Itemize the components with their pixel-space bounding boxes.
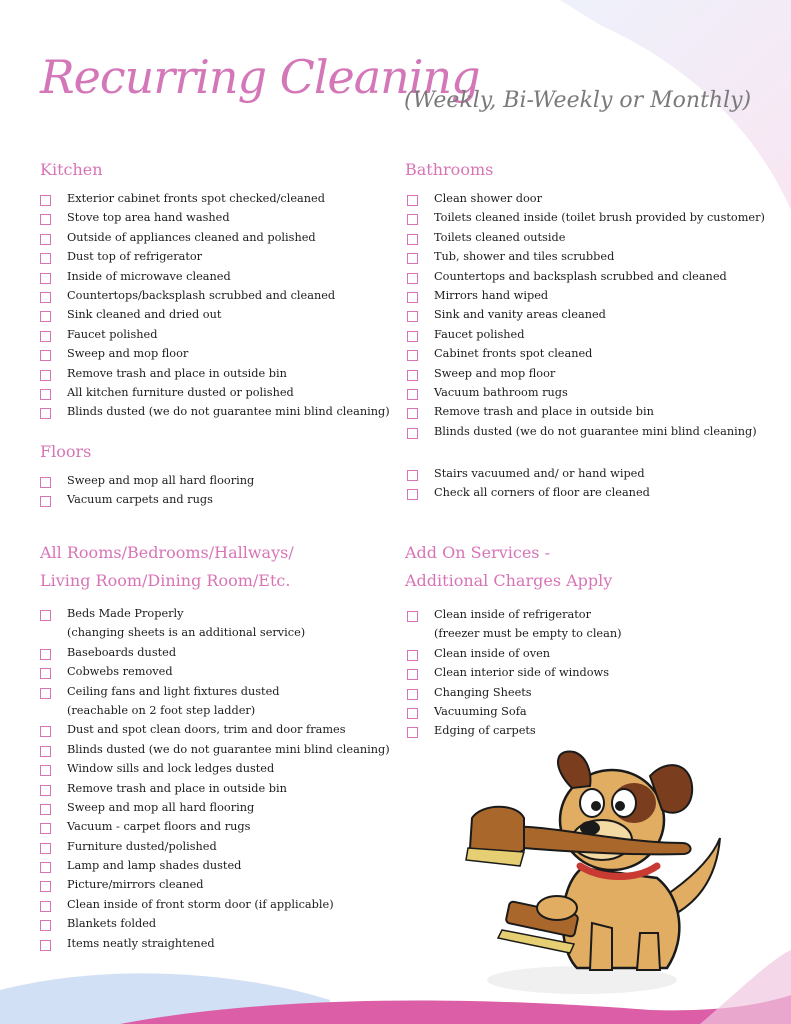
checkbox[interactable] (407, 611, 418, 622)
checkbox[interactable] (40, 843, 51, 854)
checklist-item-label: Toilets cleaned outside (434, 230, 566, 244)
checklist-item[interactable] (407, 191, 765, 210)
checkbox[interactable] (407, 350, 418, 361)
checklist-item[interactable] (40, 230, 390, 249)
checkbox[interactable] (40, 496, 51, 507)
checklist-item-label: Blankets folded (67, 917, 157, 931)
checkbox[interactable] (40, 477, 51, 488)
checklist-item[interactable] (407, 485, 650, 504)
bathrooms-checklist (407, 191, 765, 443)
checklist-item-label: Toilets cleaned inside (toilet brush provided by customer) (434, 211, 765, 225)
checkbox[interactable] (40, 668, 51, 679)
checklist-item-label: Edging of carpets (434, 724, 536, 738)
checklist-item-label: Sink and vanity areas cleaned (434, 308, 606, 322)
all-rooms-checklist (40, 606, 390, 955)
checklist-item-label: Sink cleaned and dried out (67, 308, 222, 322)
checkbox[interactable] (407, 292, 418, 303)
checkbox[interactable] (407, 331, 418, 342)
page-subtitle: (Weekly, Bi-Weekly or Monthly) (404, 88, 752, 113)
checklist-item[interactable] (40, 645, 390, 664)
checklist-item-label: Lamp and lamp shades dusted (67, 859, 242, 873)
checkbox[interactable] (40, 940, 51, 951)
checklist-item[interactable] (40, 858, 390, 877)
checkbox[interactable] (40, 253, 51, 264)
floors-heading: Floors (40, 442, 92, 461)
checklist-item[interactable] (407, 723, 622, 742)
dog-with-brush-icon (462, 748, 732, 998)
bathrooms-extra-checklist (407, 466, 650, 505)
checklist-item-label: Stove top area hand washed (67, 211, 230, 225)
checklist-item[interactable] (40, 664, 390, 683)
checklist-item-note-row (40, 625, 390, 644)
checkbox[interactable] (40, 292, 51, 303)
checklist-item[interactable] (407, 230, 765, 249)
checkbox[interactable] (407, 428, 418, 439)
checkbox[interactable] (407, 234, 418, 245)
checkbox[interactable] (40, 881, 51, 892)
checkbox[interactable] (407, 370, 418, 381)
checklist-item-label: Remove trash and place in outside bin (434, 405, 654, 419)
checklist-item[interactable] (40, 936, 390, 955)
checklist-item[interactable] (40, 385, 390, 404)
checklist-item[interactable] (407, 249, 765, 268)
checklist-item-label: Ceiling fans and light fixtures dusted (67, 684, 280, 698)
checklist-item[interactable] (40, 877, 390, 896)
checklist-item-label: Cobwebs removed (67, 665, 173, 679)
checkbox[interactable] (40, 214, 51, 225)
checkbox[interactable] (40, 350, 51, 361)
checkbox[interactable] (40, 408, 51, 419)
checkbox[interactable] (407, 650, 418, 661)
checklist-item-label: Picture/mirrors cleaned (67, 878, 204, 892)
checklist-item-label: Remove trash and place in outside bin (67, 781, 287, 795)
checklist-item-label: Faucet polished (67, 327, 158, 341)
checklist-item[interactable] (407, 424, 765, 443)
checklist-item[interactable] (40, 366, 390, 385)
checklist-item-label: All kitchen furniture dusted or polished (67, 385, 294, 399)
checkbox[interactable] (407, 470, 418, 481)
checklist-item-label: Blinds dusted (we do not guarantee mini blind cleaning) (67, 742, 390, 756)
checkbox[interactable] (407, 689, 418, 700)
add-on-heading-line2: Additional Charges Apply (405, 571, 613, 590)
checkbox[interactable] (40, 804, 51, 815)
checklist-item[interactable] (40, 606, 390, 625)
checklist-item-label: Vacuum carpets and rugs (67, 493, 213, 507)
checklist-item-label: Sweep and mop all hard flooring (67, 800, 255, 814)
checklist-item[interactable] (40, 492, 254, 511)
checklist-item-label: Sweep and mop all hard flooring (67, 474, 255, 487)
checkbox[interactable] (407, 273, 418, 284)
all-rooms-heading-line2: Living Room/Dining Room/Etc. (40, 571, 291, 590)
checklist-item-label: Clean inside of front storm door (if applicable) (67, 897, 334, 911)
checklist-item-label: Countertops/backsplash scrubbed and cleaned (67, 288, 336, 302)
floors-checklist (40, 473, 254, 512)
checkbox[interactable] (40, 649, 51, 660)
checklist-item[interactable] (407, 346, 765, 365)
checkbox[interactable] (40, 765, 51, 776)
checkbox[interactable] (407, 408, 418, 419)
checkbox[interactable] (40, 920, 51, 931)
checklist-item-label: Dust and spot clean doors, trim and door frames (67, 723, 346, 737)
checkbox[interactable] (40, 862, 51, 873)
checklist-item[interactable] (40, 210, 390, 229)
checkbox[interactable] (407, 253, 418, 264)
checkbox[interactable] (40, 195, 51, 206)
checkbox[interactable] (40, 234, 51, 245)
checkbox[interactable] (407, 489, 418, 500)
checklist-item-label: Mirrors hand wiped (434, 288, 549, 302)
checklist-item-label: Items neatly straightened (67, 936, 215, 950)
checklist-item[interactable] (40, 249, 390, 268)
kitchen-checklist (40, 191, 390, 424)
checklist-item-label: Clean inside of oven (434, 646, 551, 660)
checklist-item[interactable] (407, 646, 622, 665)
add-on-checklist (407, 607, 622, 743)
checklist-item[interactable] (407, 704, 622, 723)
checklist-item-label: Dust top of refrigerator (67, 250, 203, 264)
checklist-item-label: Faucet polished (434, 327, 525, 341)
checklist-item-label: Countertops and backsplash scrubbed and cleaned (434, 269, 727, 283)
checkbox[interactable] (40, 726, 51, 737)
checklist-item-label: Sweep and mop floor (434, 366, 556, 380)
checklist-item[interactable] (40, 269, 390, 288)
checkbox[interactable] (40, 823, 51, 834)
checklist-item[interactable] (407, 404, 765, 423)
checkbox[interactable] (407, 195, 418, 206)
checkbox[interactable] (407, 214, 418, 225)
checklist-item-note-row (40, 703, 390, 722)
checkbox[interactable] (40, 273, 51, 284)
checklist-item-label: Stairs vacuumed and/ or hand wiped (434, 467, 645, 480)
checkbox[interactable] (40, 331, 51, 342)
checkbox[interactable] (407, 669, 418, 680)
checklist-item-label: Beds Made Properly (67, 607, 184, 620)
checkbox[interactable] (40, 785, 51, 796)
checklist-item[interactable] (407, 269, 765, 288)
checkbox[interactable] (40, 610, 51, 621)
checklist-item-label: Check all corners of floor are cleaned (434, 486, 650, 500)
checklist-item[interactable] (40, 404, 390, 423)
checklist-item-note: (reachable on 2 foot step ladder) (67, 703, 256, 717)
checklist-item[interactable] (407, 685, 622, 704)
checkbox[interactable] (40, 901, 51, 912)
checklist-item[interactable] (40, 897, 390, 916)
kitchen-heading: Kitchen (40, 160, 103, 179)
checklist-item-label: Vacuuming Sofa (434, 704, 527, 718)
checkbox[interactable] (40, 370, 51, 381)
bathrooms-heading: Bathrooms (405, 160, 494, 179)
checklist-item-label: Outside of appliances cleaned and polished (67, 230, 316, 244)
checklist-item[interactable] (407, 607, 622, 626)
checklist-item-label: Exterior cabinet fronts spot checked/cleaned (67, 192, 325, 205)
page-title: Recurring Cleaning (40, 50, 480, 104)
checklist-item[interactable] (40, 781, 390, 800)
checklist-item[interactable] (407, 288, 765, 307)
checklist-item[interactable] (40, 916, 390, 935)
checklist-item-label: Clean interior side of windows (434, 666, 610, 680)
checklist-item-note: (changing sheets is an additional service) (67, 626, 306, 640)
checklist-item-label: Vacuum - carpet floors and rugs (67, 820, 251, 834)
checkbox[interactable] (40, 389, 51, 400)
checklist-item[interactable] (40, 346, 390, 365)
checklist-item[interactable] (40, 761, 390, 780)
checklist-item-note: (freezer must be empty to clean) (434, 627, 622, 641)
checklist-item[interactable] (40, 800, 390, 819)
all-rooms-heading-line1: All Rooms/Bedrooms/Hallways/ (40, 543, 294, 562)
checklist-item[interactable] (40, 288, 390, 307)
checklist-item-label: Baseboards dusted (67, 645, 177, 659)
checklist-item-label: Sweep and mop floor (67, 347, 189, 361)
checkbox[interactable] (40, 311, 51, 322)
checklist-item-label: Blinds dusted (we do not guarantee mini blind cleaning) (434, 424, 757, 438)
checklist-item[interactable] (407, 210, 765, 229)
checklist-item[interactable] (40, 191, 390, 210)
checklist-item[interactable] (407, 327, 765, 346)
add-on-heading-line1: Add On Services - (405, 543, 550, 562)
checklist-item-label: Tub, shower and tiles scrubbed (434, 250, 615, 264)
checkbox[interactable] (40, 688, 51, 699)
checklist-item[interactable] (40, 839, 390, 858)
checklist-item-label: Blinds dusted (we do not guarantee mini blind cleaning) (67, 405, 390, 419)
checklist-item[interactable] (40, 722, 390, 741)
checklist-item[interactable] (40, 819, 390, 838)
checklist-item-label: Vacuum bathroom rugs (434, 385, 568, 399)
checkbox[interactable] (407, 389, 418, 400)
checklist-item[interactable] (40, 473, 254, 492)
checklist-item[interactable] (407, 307, 765, 326)
checklist-item-label: Changing Sheets (434, 685, 532, 699)
checklist-item[interactable] (40, 742, 390, 761)
checklist-item[interactable] (40, 684, 390, 703)
checklist-item[interactable] (40, 327, 390, 346)
checkbox[interactable] (40, 746, 51, 757)
checkbox[interactable] (407, 727, 418, 738)
checklist-item-label: Window sills and lock ledges dusted (67, 762, 275, 776)
checklist-item-note-row (407, 626, 622, 645)
checklist-item-label: Cabinet fronts spot cleaned (434, 347, 593, 361)
checkbox[interactable] (407, 708, 418, 719)
checklist-item[interactable] (407, 385, 765, 404)
checklist-item[interactable] (40, 307, 390, 326)
checklist-item[interactable] (407, 366, 765, 385)
checklist-item[interactable] (407, 466, 650, 485)
checklist-item-label: Inside of microwave cleaned (67, 269, 231, 283)
checklist-item-label: Furniture dusted/polished (67, 839, 217, 853)
checkbox[interactable] (407, 311, 418, 322)
checklist-item[interactable] (407, 665, 622, 684)
checklist-item-label: Clean inside of refrigerator (434, 608, 591, 621)
checklist-item-label: Remove trash and place in outside bin (67, 366, 287, 380)
checklist-item-label: Clean shower door (434, 192, 542, 205)
